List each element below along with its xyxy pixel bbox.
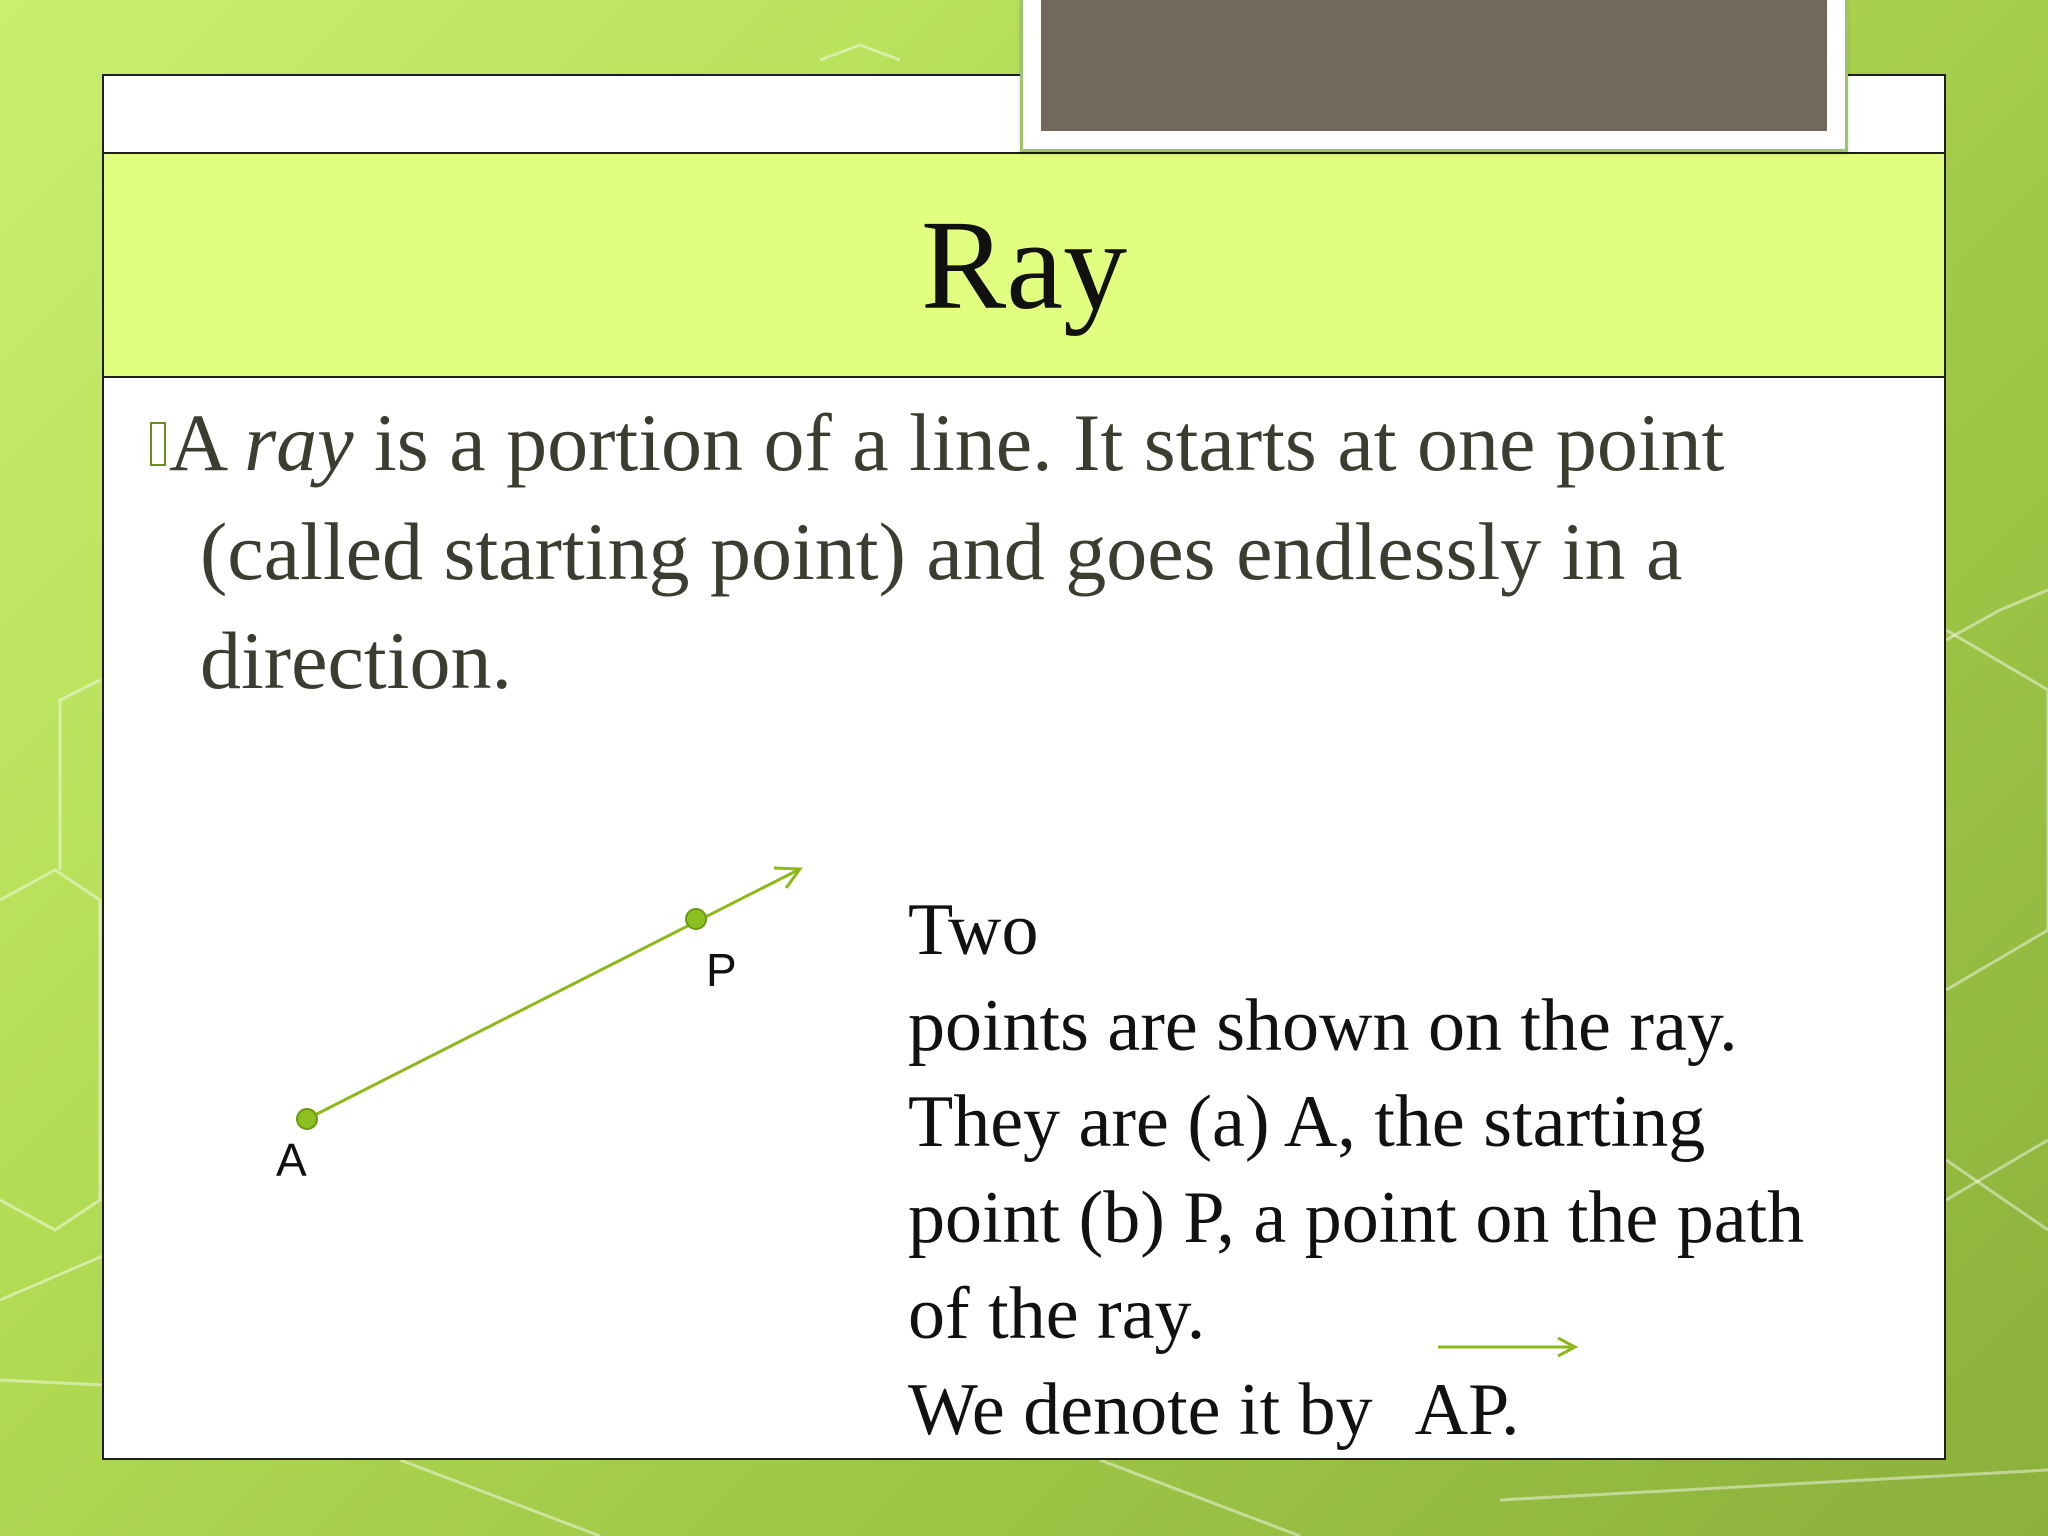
point-a-label: A: [276, 1134, 307, 1186]
notation-line: [908, 1362, 1908, 1458]
ray-definition-bullet: [150, 388, 1960, 715]
ray-notation: AP.: [1414, 1369, 1520, 1451]
bullet-rest: is a portion of a line. It starts at one point (called starting point) and goes endlessly in a direction.: [200, 397, 1725, 706]
top-panel-fill: [1041, 0, 1827, 131]
notation-prefix: We denote it by: [908, 1369, 1373, 1451]
explanation-line: of the ray.: [908, 1273, 1206, 1355]
explanation-line: Two: [908, 889, 1039, 971]
ray-explanation: [908, 882, 1908, 1458]
explanation-line: point (b) P, a point on the path: [908, 1177, 1805, 1259]
bullet-marker-icon: [150, 422, 166, 466]
explanation-line: points are shown on the ray.: [908, 985, 1738, 1067]
point-a-marker: [297, 1109, 317, 1129]
slide-title: Ray: [920, 194, 1128, 336]
point-p-label: P: [706, 944, 737, 996]
bullet-emphasis: ray: [244, 397, 354, 488]
point-p-marker: [686, 909, 706, 929]
top-decorative-panel: [1020, 0, 1848, 152]
explanation-line: They are (a) A, the starting: [908, 1081, 1706, 1163]
bullet-lead: A: [169, 397, 245, 488]
ray-diagram: [200, 830, 900, 1210]
ray-notation-arrow-icon: [1436, 1332, 1586, 1362]
